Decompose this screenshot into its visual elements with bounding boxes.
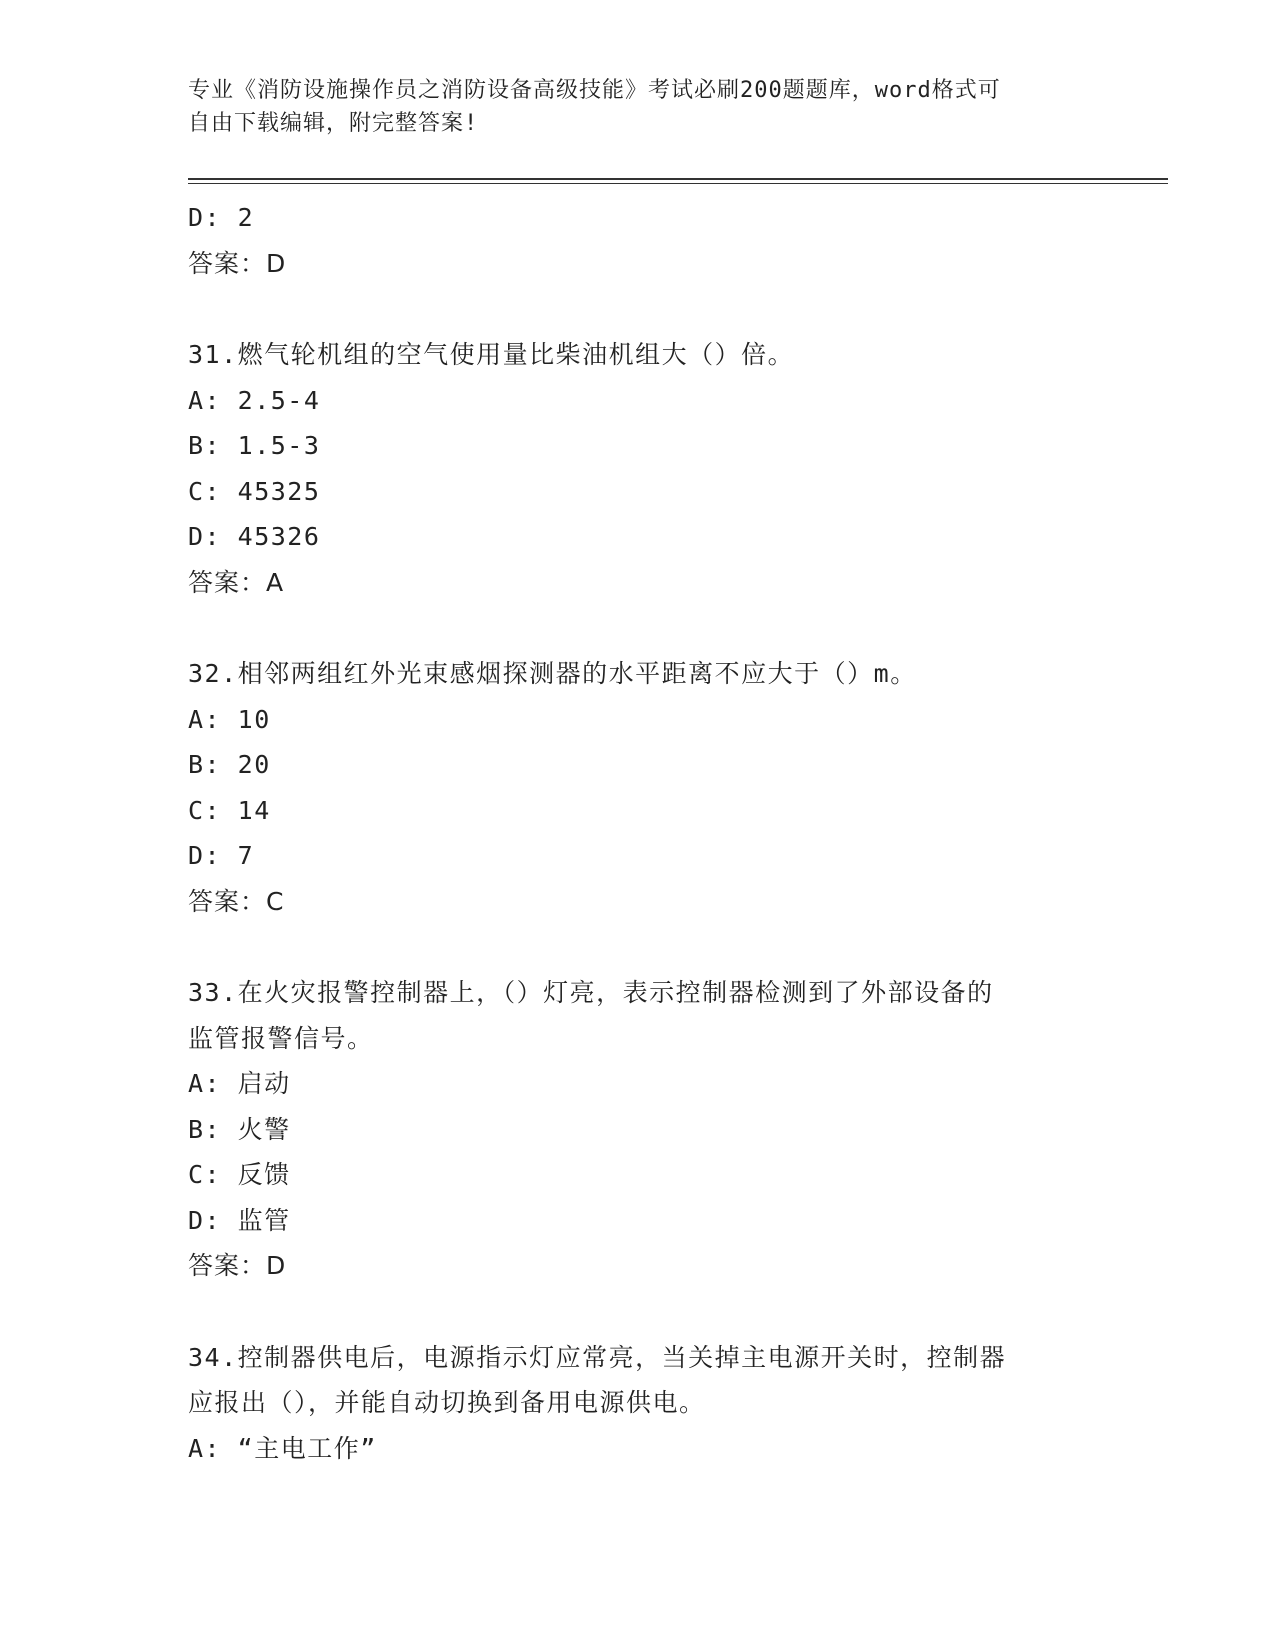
option-a: A: 2.5-4 xyxy=(188,385,321,415)
question-stem-line-1: 34.控制器供电后，电源指示灯应常亮，当关掉主电源开关时，控制器 xyxy=(188,1342,1007,1372)
question-stem-line-2: 监管报警信号。 xyxy=(188,1023,374,1053)
question-33 xyxy=(188,970,1088,1289)
spacer xyxy=(188,286,1088,332)
q30-option-d: D: 2 xyxy=(188,203,255,232)
option-d: D: 45326 xyxy=(188,522,321,551)
spacer xyxy=(188,605,1088,651)
question-stem: 32.相邻两组红外光束感烟探测器的水平距离不应大于（）m。 xyxy=(188,659,917,688)
question-stem: 31.燃气轮机组的空气使用量比柴油机组大（）倍。 xyxy=(188,340,795,369)
question-34 xyxy=(188,1335,1088,1472)
option-c: C: 14 xyxy=(188,795,271,825)
option-a: A: 10 xyxy=(188,704,271,734)
option-c: C: 反馈 xyxy=(188,1160,291,1189)
spacer xyxy=(188,924,1088,970)
option-a: A: 启动 xyxy=(188,1069,291,1098)
option-c: C: 45325 xyxy=(188,476,321,506)
option-b: B: 火警 xyxy=(188,1114,291,1144)
question-stem-line-2: 应报出（），并能自动切换到备用电源供电。 xyxy=(188,1388,706,1417)
header-line-2: 自由下载编辑，附完整答案! xyxy=(188,111,479,136)
option-a: A: “主电工作” xyxy=(188,1433,377,1463)
option-b: B: 20 xyxy=(188,750,271,779)
question-stem-line-1: 33.在火灾报警控制器上，（）灯亮，表示控制器检测到了外部设备的 xyxy=(188,978,994,1007)
answer: 答案：C xyxy=(188,886,285,916)
question-31 xyxy=(188,332,1088,605)
option-d: D: 监管 xyxy=(188,1205,291,1235)
header-divider-thin xyxy=(188,183,1168,184)
answer: 答案：D xyxy=(188,1251,287,1280)
header-line-1: 专业《消防设施操作员之消防设备高级技能》考试必刷200题题库，word格式可 xyxy=(188,78,1001,103)
spacer xyxy=(188,1289,1088,1335)
header-divider-thick xyxy=(188,178,1168,180)
option-b: B: 1.5-3 xyxy=(188,431,321,460)
answer: 答案：A xyxy=(188,567,285,597)
question-32 xyxy=(188,651,1088,924)
question-list xyxy=(188,195,1088,1471)
page-header xyxy=(188,74,1088,140)
q30-answer: 答案：D xyxy=(188,248,287,278)
option-d: D: 7 xyxy=(188,841,255,870)
